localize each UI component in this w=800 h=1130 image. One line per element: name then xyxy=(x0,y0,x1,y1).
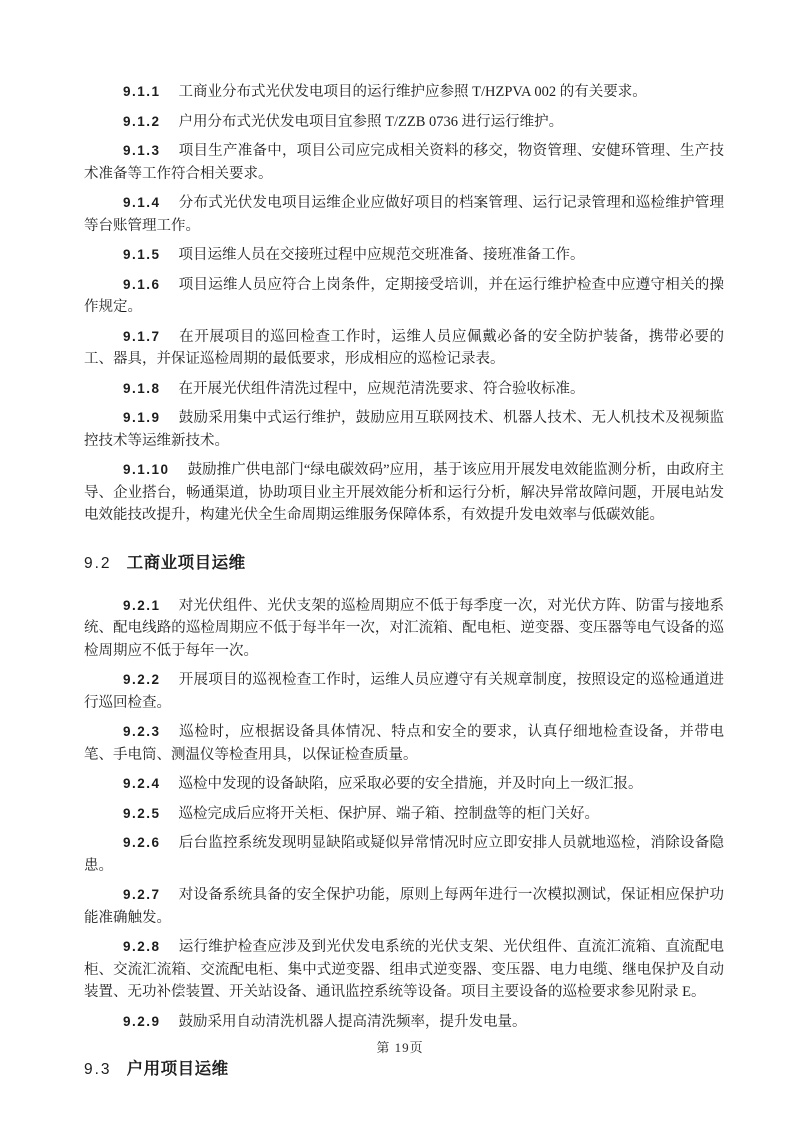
clause-text: 鼓励采用自动清洗机器人提高清洗频率，提升发电量。 xyxy=(178,1013,527,1030)
page-number: 第 19页 xyxy=(376,1040,424,1055)
clause-number: 9.1.4 xyxy=(123,195,161,210)
clause-number: 9.2.7 xyxy=(123,887,161,902)
clause-text: 分布式光伏发电项目运维企业应做好项目的档案管理、运行记录管理和巡检维护管理等台账管理工作。 xyxy=(84,195,724,234)
clause-number: 9.1.9 xyxy=(123,410,161,425)
clause-number: 9.2.4 xyxy=(123,776,161,791)
clause-number: 9.2.2 xyxy=(123,672,161,687)
clause-text: 鼓励采用集中式运行维护，鼓励应用互联网技术、机器人技术、无人机技术及视频监控技术等运维新技术。 xyxy=(84,410,724,449)
clause-text: 巡检时，应根据设备具体情况、特点和安全的要求，认真仔细地检查设备，并带电笔、手电筒、测温仪等检查用具，以保证检查质量。 xyxy=(84,724,724,763)
clause-text: 运行维护检查应涉及到光伏发电系统的光伏支架、光伏组件、直流汇流箱、直流配电柜、交流汇流箱、交流配电柜、集中式逆变器、组串式逆变器、变压器、电力电缆、继电保护及自动装置、无功补偿装置、开关站设备、通讯监控系统等设备。项目主要设备的巡检要求参见附录 E。 xyxy=(84,939,724,1000)
clause-number: 9.2.5 xyxy=(123,805,161,821)
clause-number: 9.1.10 xyxy=(123,462,170,477)
clause-9-2-5 xyxy=(84,803,724,826)
clause-9-2-1 xyxy=(84,595,724,663)
clause-number: 9.1.6 xyxy=(123,276,161,292)
clause-9-2-6 xyxy=(84,832,724,877)
section-heading-9-2 xyxy=(84,549,724,573)
clause-number: 9.2.3 xyxy=(123,724,161,739)
clause-9-2-4 xyxy=(84,773,724,796)
section-number: 9.2 xyxy=(84,554,112,572)
clause-text: 项目运维人员在交接班过程中应规范交班准备、接班准备工作。 xyxy=(178,247,585,263)
clause-text: 工商业分布式光伏发电项目的运行维护应参照 T/HZPVA 002 的有关要求。 xyxy=(178,84,647,100)
clause-text: 开展项目的巡视检查工作时，运维人员应遵守有关规章制度，按照设定的巡检通道进行巡回检查。 xyxy=(84,672,724,711)
section-number: 9.3 xyxy=(84,1061,112,1078)
clause-text: 后台监控系统发现明显缺陷或疑似异常情况时应立即安排人员就地巡检，消除设备隐患。 xyxy=(84,835,724,874)
clause-number: 9.2.6 xyxy=(123,835,161,850)
clause-number: 9.1.5 xyxy=(123,247,161,262)
clause-9-1-6 xyxy=(84,274,724,319)
clause-text: 项目生产准备中，项目公司应完成相关资料的移交，物资管理、安健环管理、生产技术准备等工作符合相关要求。 xyxy=(84,143,724,182)
clause-9-1-3 xyxy=(84,140,724,185)
clause-9-1-8 xyxy=(84,378,724,401)
clause-text: 对设备系统具备的安全保护功能，原则上每两年进行一次模拟测试，保证相应保护功能准确触发。 xyxy=(84,887,724,926)
clause-text: 巡检完成后应将开关柜、保护屏、端子箱、控制盘等的柜门关好。 xyxy=(178,805,600,822)
clause-number: 9.1.3 xyxy=(123,143,161,158)
section-title: 户用项目运维 xyxy=(126,1060,229,1078)
clause-text: 巡检中发现的设备缺陷，应采取必要的安全措施，并及时向上一级汇报。 xyxy=(178,776,643,792)
clause-9-1-1 xyxy=(84,81,724,104)
clause-9-1-5 xyxy=(84,244,724,267)
clause-text: 对光伏组件、光伏支架的巡检周期应不低于每季度一次，对光伏方阵、防雷与接地系统、配电线路的巡检周期应不低于每半年一次，对汇流箱、配电柜、逆变器、变压器等电气设备的巡检周期应不低于每年一次。 xyxy=(84,597,724,659)
clause-text: 在开展项目的巡回检查工作时，运维人员应佩戴必备的安全防护装备，携带必要的工、器具，并保证巡检周期的最低要求，形成相应的巡检记录表。 xyxy=(84,328,724,367)
clause-number: 9.1.8 xyxy=(123,380,161,396)
clause-9-2-3 xyxy=(84,721,724,766)
clause-text: 户用分布式光伏发电项目宜参照 T/ZZB 0736 进行运行维护。 xyxy=(178,113,564,130)
clause-number: 9.2.8 xyxy=(123,939,161,954)
section-heading-9-3 xyxy=(84,1055,724,1079)
clause-text: 在开展光伏组件清洗过程中，应规范清洗要求、符合验收标准。 xyxy=(178,380,585,397)
clause-9-2-8 xyxy=(84,936,724,1004)
section-title: 工商业项目运维 xyxy=(126,553,246,572)
clause-9-1-10 xyxy=(84,459,724,527)
clause-9-1-2 xyxy=(84,111,724,134)
clause-number: 9.2.9 xyxy=(123,1013,161,1029)
clause-number: 9.2.1 xyxy=(123,597,161,613)
clause-9-1-9 xyxy=(84,407,724,452)
clause-number: 9.1.2 xyxy=(123,113,161,129)
clause-text: 鼓励推广供电部门“绿电碳效码”应用，基于该应用开展发电效能监测分析，由政府主导、企业搭台，畅通渠道，协助项目业主开展效能分析和运行分析，解决异常故障问题，开展电站发电效能技改提升，构建光伏全生命周期运维服务保障体系，有效提升发电效率与低碳效能。 xyxy=(84,462,724,523)
clause-text: 项目运维人员应符合上岗条件，定期接受培训，并在运行维护检查中应遵守相关的操作规定。 xyxy=(84,276,724,315)
clause-number: 9.1.1 xyxy=(123,84,161,99)
clause-9-1-7 xyxy=(84,326,724,371)
clause-9-2-9 xyxy=(84,1011,724,1034)
clause-number: 9.1.7 xyxy=(123,328,161,344)
clause-9-1-4 xyxy=(84,192,724,237)
clause-9-2-2 xyxy=(84,669,724,714)
clause-9-2-7 xyxy=(84,884,724,929)
